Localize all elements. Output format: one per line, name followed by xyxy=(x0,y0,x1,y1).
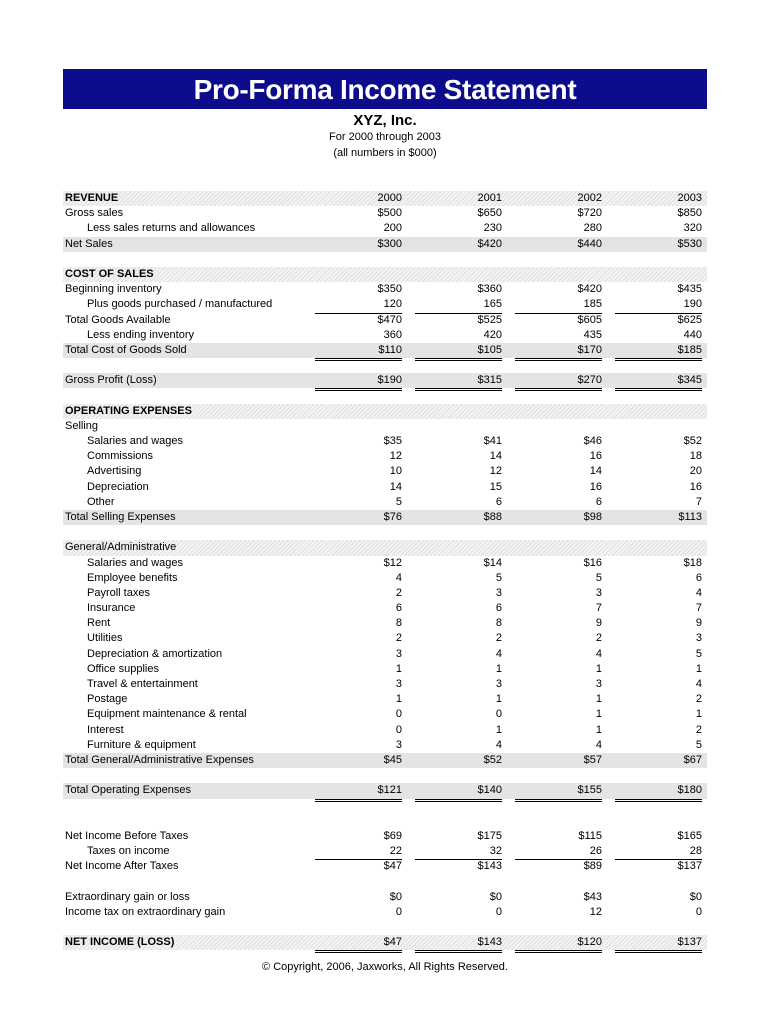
value-cell-1: 0 xyxy=(495,905,502,918)
table-row xyxy=(63,495,707,510)
table-row xyxy=(63,404,707,419)
row-label: Employee benefits xyxy=(87,571,178,584)
value-cell-3: $435 xyxy=(677,283,702,296)
value-cell-2: 2 xyxy=(595,632,602,645)
value-cell-0: 14 xyxy=(389,480,402,493)
row-label: Advertising xyxy=(87,465,142,478)
table-row xyxy=(63,328,707,343)
income-statement-table xyxy=(63,191,707,950)
table-row xyxy=(63,343,707,358)
value-cell-3: $625 xyxy=(677,313,702,326)
spacer-row xyxy=(63,814,707,829)
value-cell-3: 20 xyxy=(689,465,702,478)
value-cell-3: $18 xyxy=(683,556,702,569)
spacer-row xyxy=(63,525,707,540)
value-cell-3: $345 xyxy=(615,373,702,391)
table-row xyxy=(63,282,707,297)
value-cell-2: $120 xyxy=(515,935,602,953)
value-cell-2: 435 xyxy=(515,328,602,344)
table-row xyxy=(63,890,707,905)
value-cell-3: 7 xyxy=(695,602,702,615)
value-cell-0: $190 xyxy=(315,373,402,391)
value-cell-2: 26 xyxy=(515,844,602,860)
value-cell-3: $165 xyxy=(677,829,702,842)
table-row xyxy=(63,434,707,449)
value-cell-3: 4 xyxy=(695,586,702,599)
value-cell-0: 5 xyxy=(315,495,402,511)
row-label: Salaries and wages xyxy=(87,435,184,447)
spacer-row xyxy=(63,252,707,267)
row-label: Salaries and wages xyxy=(87,556,184,569)
value-cell-2: 6 xyxy=(515,495,602,511)
value-cell-2: 14 xyxy=(589,465,602,478)
value-cell-3: $137 xyxy=(615,935,702,953)
value-cell-1: 8 xyxy=(495,617,502,630)
value-cell-1: 165 xyxy=(415,297,502,313)
value-cell-2: 4 xyxy=(595,647,602,660)
value-cell-2: 9 xyxy=(595,617,602,630)
row-label: Net Income Before Taxes xyxy=(65,829,189,842)
value-cell-2: $720 xyxy=(577,207,602,220)
row-label: Total General/Administrative Expenses xyxy=(65,753,254,766)
row-label: Furniture & equipment xyxy=(87,738,196,751)
value-cell-3: 3 xyxy=(695,632,702,645)
value-cell-1: 3 xyxy=(495,586,502,599)
value-cell-2: 3 xyxy=(595,586,602,599)
value-cell-0: 12 xyxy=(389,450,402,463)
value-cell-0: 3 xyxy=(315,738,402,754)
value-cell-1: 0 xyxy=(495,708,502,721)
value-cell-1: $650 xyxy=(477,207,502,220)
row-label: COST OF SALES xyxy=(65,267,154,280)
value-cell-3: $0 xyxy=(689,890,702,903)
row-label: Taxes on income xyxy=(87,845,170,858)
row-label: Depreciation & amortization xyxy=(87,647,223,660)
table-row xyxy=(63,859,707,874)
table-row xyxy=(63,540,707,555)
value-cell-2: $98 xyxy=(583,510,602,523)
value-cell-2: 1 xyxy=(595,693,602,706)
value-cell-0: 10 xyxy=(389,465,402,478)
value-cell-1: 2 xyxy=(495,632,502,645)
row-label: Depreciation xyxy=(87,480,149,493)
row-label: Total Operating Expenses xyxy=(65,784,191,797)
value-cell-2: 2002 xyxy=(577,192,602,204)
row-label: General/Administrative xyxy=(65,541,177,554)
value-cell-2: 1 xyxy=(595,662,602,675)
table-row xyxy=(63,707,707,722)
table-row xyxy=(63,237,707,252)
row-label: Payroll taxes xyxy=(87,586,150,599)
value-cell-0: $300 xyxy=(377,237,402,250)
table-row xyxy=(63,601,707,616)
company-name: XYZ, Inc. xyxy=(353,112,417,129)
value-cell-1: 5 xyxy=(495,571,502,584)
period-label: For 2000 through 2003 xyxy=(329,131,441,143)
value-cell-0: 2000 xyxy=(377,192,402,204)
value-cell-3: $113 xyxy=(678,510,702,523)
row-label: Selling xyxy=(65,419,99,432)
value-cell-1: $14 xyxy=(483,556,502,569)
value-cell-1: 2001 xyxy=(477,192,502,204)
value-cell-1: 1 xyxy=(495,693,502,706)
value-cell-0: 3 xyxy=(395,647,402,660)
value-cell-0: $350 xyxy=(377,283,402,296)
value-cell-1: 1 xyxy=(495,723,502,736)
value-cell-2: 4 xyxy=(515,738,602,754)
value-cell-0: 8 xyxy=(395,617,402,630)
value-cell-3: 5 xyxy=(695,647,702,660)
row-label: Office supplies xyxy=(87,662,159,675)
spacer-row xyxy=(63,358,707,373)
value-cell-1: 15 xyxy=(489,480,502,493)
value-cell-2: $270 xyxy=(515,373,602,391)
page-title: Pro-Forma Income Statement xyxy=(63,69,707,109)
value-cell-1: $0 xyxy=(489,890,502,903)
value-cell-2: 3 xyxy=(595,678,602,690)
table-row xyxy=(63,692,707,707)
value-cell-1: 4 xyxy=(415,738,502,754)
value-cell-2: 16 xyxy=(589,480,602,493)
value-cell-0: 0 xyxy=(395,708,402,721)
value-cell-0: $35 xyxy=(383,435,402,447)
value-cell-1: 4 xyxy=(495,647,502,660)
row-label: Insurance xyxy=(87,602,136,615)
value-cell-0: 1 xyxy=(395,662,402,675)
value-cell-3: $52 xyxy=(683,435,702,447)
value-cell-0: 3 xyxy=(395,678,402,690)
value-cell-0: 0 xyxy=(395,905,402,918)
spacer-row xyxy=(63,768,707,783)
row-label: Postage xyxy=(87,693,128,706)
table-row xyxy=(63,571,707,586)
value-cell-0: $76 xyxy=(383,510,402,523)
value-cell-0: $470 xyxy=(377,313,402,326)
row-label: Commissions xyxy=(87,450,154,463)
value-cell-0: 2 xyxy=(395,632,402,645)
value-cell-1: 1 xyxy=(495,662,502,675)
value-cell-1: $105 xyxy=(415,343,502,361)
value-cell-1: 3 xyxy=(495,678,502,690)
value-cell-2: 185 xyxy=(515,297,602,313)
value-cell-3: 9 xyxy=(695,617,702,630)
value-cell-3: 2 xyxy=(695,723,702,736)
table-row xyxy=(63,449,707,464)
value-cell-3: $850 xyxy=(677,207,702,220)
value-cell-2: $155 xyxy=(515,783,602,801)
value-cell-1: $420 xyxy=(477,237,502,250)
value-cell-3: 2003 xyxy=(677,192,702,204)
value-cell-0: 2 xyxy=(395,586,402,599)
table-row xyxy=(63,206,707,221)
value-cell-1: 230 xyxy=(415,221,502,237)
value-cell-0: $47 xyxy=(383,860,402,873)
value-cell-0: $110 xyxy=(315,343,402,361)
value-cell-1: 32 xyxy=(415,844,502,860)
value-cell-3: $137 xyxy=(677,860,702,873)
value-cell-3: 16 xyxy=(689,480,702,493)
value-cell-1: $88 xyxy=(483,510,502,523)
value-cell-3: 7 xyxy=(615,495,702,511)
table-row xyxy=(63,783,707,798)
value-cell-3: 2 xyxy=(695,693,702,706)
value-cell-0: 200 xyxy=(315,221,402,237)
value-cell-1: 6 xyxy=(415,495,502,511)
row-label: Beginning inventory xyxy=(65,283,162,296)
value-cell-3: $180 xyxy=(615,783,702,801)
table-row xyxy=(63,480,707,495)
value-cell-3: 6 xyxy=(695,571,702,584)
row-label: Net Sales xyxy=(65,237,113,250)
value-cell-3: 1 xyxy=(695,662,702,675)
table-row xyxy=(63,631,707,646)
value-cell-0: $121 xyxy=(315,783,402,801)
value-cell-2: $115 xyxy=(578,829,602,842)
table-row xyxy=(63,267,707,282)
spacer-row xyxy=(63,799,707,814)
value-cell-1: $52 xyxy=(483,753,502,766)
value-cell-1: 14 xyxy=(489,450,502,463)
table-row xyxy=(63,753,707,768)
value-cell-0: $0 xyxy=(389,890,402,903)
spacer-row xyxy=(63,388,707,403)
value-cell-2: $46 xyxy=(583,435,602,447)
table-row xyxy=(63,723,707,738)
table-row xyxy=(63,662,707,677)
value-cell-1: $360 xyxy=(477,283,502,296)
row-label: Total Selling Expenses xyxy=(65,510,176,523)
row-label: Interest xyxy=(87,723,124,736)
value-cell-1: $140 xyxy=(415,783,502,801)
value-cell-1: 420 xyxy=(415,328,502,344)
row-label: Total Goods Available xyxy=(65,313,171,326)
value-cell-3: 4 xyxy=(695,678,702,690)
value-cell-3: 440 xyxy=(615,328,702,344)
row-label: Extraordinary gain or loss xyxy=(65,890,190,903)
value-cell-0: $500 xyxy=(377,207,402,220)
copyright-footer: © Copyright, 2006, Jaxworks, All Rights Reserved. xyxy=(262,961,508,973)
value-cell-1: 6 xyxy=(495,602,502,615)
value-cell-0: $47 xyxy=(315,935,402,953)
spacer-row xyxy=(63,874,707,889)
value-cell-2: 1 xyxy=(595,723,602,736)
value-cell-1: 12 xyxy=(489,465,502,478)
value-cell-3: 18 xyxy=(689,450,702,463)
value-cell-1: $525 xyxy=(477,313,502,326)
table-row xyxy=(63,829,707,844)
value-cell-1: $143 xyxy=(477,860,502,873)
table-row xyxy=(63,844,707,859)
value-cell-0: 1 xyxy=(395,693,402,706)
value-cell-2: 7 xyxy=(595,602,602,615)
value-cell-1: $175 xyxy=(477,829,502,842)
row-label: Gross Profit (Loss) xyxy=(65,374,157,387)
value-cell-2: $170 xyxy=(515,343,602,361)
table-row xyxy=(63,905,707,920)
value-cell-2: $605 xyxy=(577,313,602,326)
value-cell-2: 16 xyxy=(589,450,602,463)
value-cell-2: 12 xyxy=(589,905,602,918)
value-cell-3: 1 xyxy=(695,708,702,721)
value-cell-0: 22 xyxy=(315,844,402,860)
row-label: Travel & entertainment xyxy=(87,678,198,690)
row-label: Utilities xyxy=(87,632,123,645)
row-label: Equipment maintenance & rental xyxy=(87,708,247,721)
row-label: NET INCOME (LOSS) xyxy=(65,936,175,949)
table-row xyxy=(63,373,707,388)
value-cell-0: 120 xyxy=(315,297,402,313)
value-cell-0: $69 xyxy=(383,829,402,842)
spacer-row xyxy=(63,920,707,935)
row-label: Net Income After Taxes xyxy=(65,860,179,873)
units-label: (all numbers in $000) xyxy=(333,147,437,159)
table-row xyxy=(63,935,707,950)
table-row xyxy=(63,586,707,601)
value-cell-1: $143 xyxy=(415,935,502,953)
value-cell-2: $440 xyxy=(577,237,602,250)
table-row xyxy=(63,297,707,312)
value-cell-0: 0 xyxy=(395,723,402,736)
table-row xyxy=(63,556,707,571)
value-cell-3: $185 xyxy=(615,343,702,361)
value-cell-3: $530 xyxy=(677,237,702,250)
row-label: Gross sales xyxy=(65,207,124,220)
value-cell-2: 5 xyxy=(595,571,602,584)
row-label: Total Cost of Goods Sold xyxy=(65,343,187,356)
table-row xyxy=(63,419,707,434)
table-row xyxy=(63,221,707,236)
value-cell-0: 360 xyxy=(315,328,402,344)
row-label: Income tax on extraordinary gain xyxy=(65,905,226,918)
table-row xyxy=(63,616,707,631)
value-cell-3: 320 xyxy=(615,221,702,237)
value-cell-1: $41 xyxy=(483,435,502,447)
value-cell-2: $16 xyxy=(583,556,602,569)
row-label: REVENUE xyxy=(65,192,119,204)
value-cell-0: $45 xyxy=(383,753,402,766)
value-cell-2: $57 xyxy=(583,753,602,766)
value-cell-0: 4 xyxy=(395,571,402,584)
value-cell-1: $315 xyxy=(415,373,502,391)
table-row xyxy=(63,510,707,525)
value-cell-0: $12 xyxy=(383,556,402,569)
table-row xyxy=(63,191,707,206)
table-row xyxy=(63,464,707,479)
row-label: Less ending inventory xyxy=(87,328,195,341)
row-label: Plus goods purchased / manufactured xyxy=(87,298,273,311)
table-row xyxy=(63,313,707,328)
value-cell-2: 1 xyxy=(595,708,602,721)
value-cell-3: 28 xyxy=(615,844,702,860)
value-cell-2: $43 xyxy=(583,890,602,903)
row-label: Other xyxy=(87,495,115,508)
table-row xyxy=(63,647,707,662)
row-label: OPERATING EXPENSES xyxy=(65,404,192,417)
value-cell-2: $420 xyxy=(577,283,602,296)
value-cell-3: 190 xyxy=(615,297,702,313)
value-cell-3: $67 xyxy=(683,753,702,766)
row-label: Rent xyxy=(87,617,111,630)
table-row xyxy=(63,677,707,692)
value-cell-2: 280 xyxy=(515,221,602,237)
value-cell-3: 5 xyxy=(615,738,702,754)
value-cell-2: $89 xyxy=(583,860,602,873)
table-row xyxy=(63,738,707,753)
value-cell-3: 0 xyxy=(695,905,702,918)
row-label: Less sales returns and allowances xyxy=(87,222,256,235)
value-cell-0: 6 xyxy=(395,602,402,615)
